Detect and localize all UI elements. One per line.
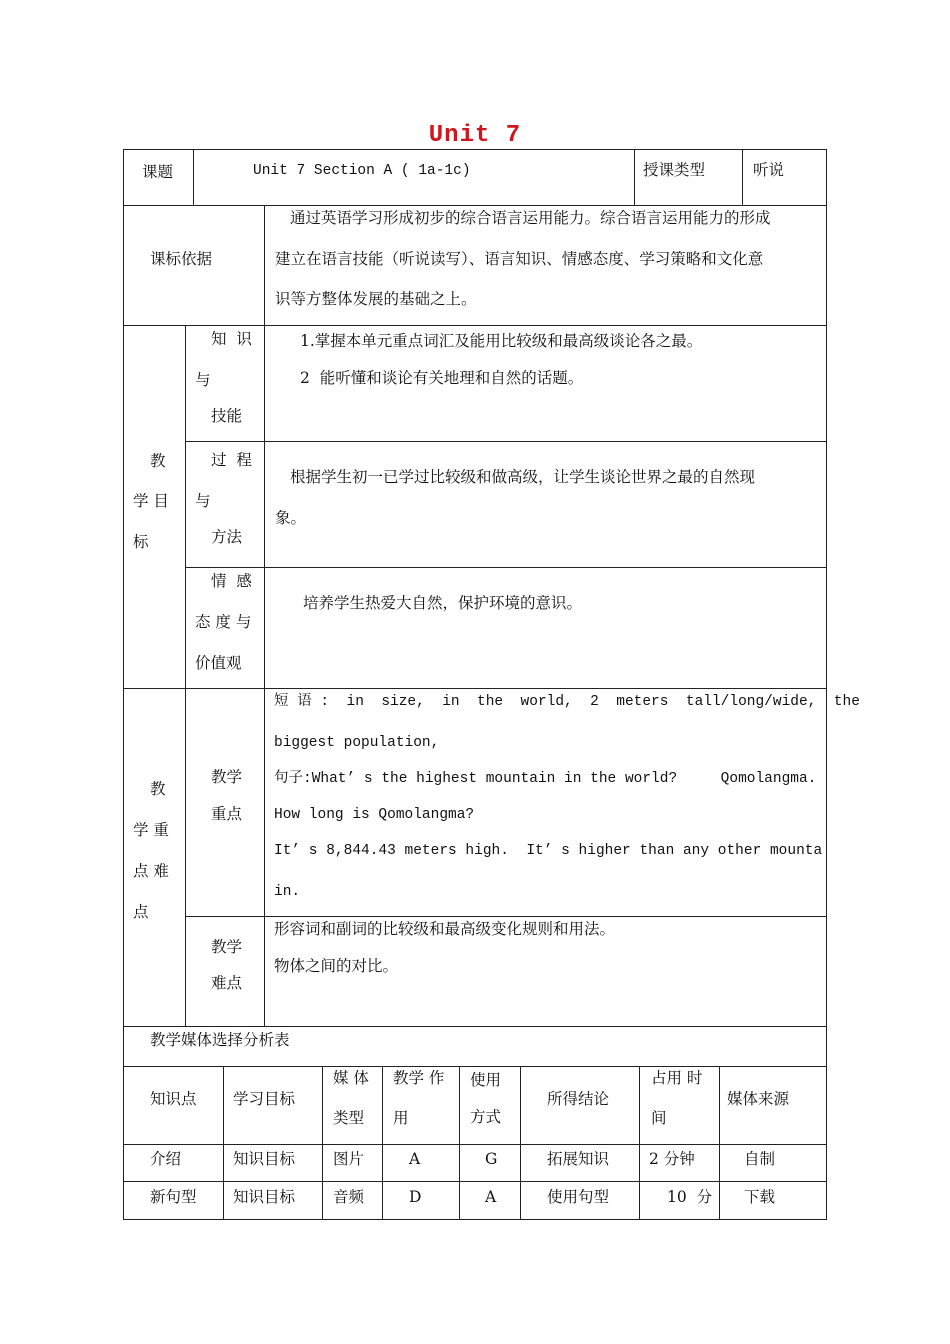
media-cell: D bbox=[409, 1188, 422, 1206]
keypoints-label: 学 重 bbox=[133, 821, 169, 839]
rule bbox=[185, 325, 186, 1027]
lesson-type-value: 听说 bbox=[753, 161, 785, 179]
media-cell: 下载 bbox=[744, 1188, 776, 1206]
knowledge-line: 1.掌握本单元重点词汇及能用比较级和最高级谈论各之最。 bbox=[300, 332, 703, 350]
rule bbox=[123, 688, 827, 689]
media-cell: A bbox=[409, 1150, 421, 1168]
media-header-cell: 知识点 bbox=[150, 1090, 197, 1108]
difficulty-label: 教学 bbox=[211, 938, 243, 956]
rule bbox=[123, 1219, 827, 1220]
media-header-cell: 使用 bbox=[470, 1071, 502, 1089]
media-header-cell: 间 bbox=[651, 1109, 667, 1127]
rule bbox=[322, 1066, 323, 1220]
knowledge-line: 2 能听懂和谈论有关地理和自然的话题。 bbox=[300, 369, 584, 387]
basis-label: 课标依据 bbox=[150, 250, 213, 268]
emotion-label: 价值观 bbox=[195, 654, 242, 672]
media-header-cell: 占用 时 bbox=[651, 1069, 703, 1087]
focus-label: 重点 bbox=[211, 805, 243, 823]
rule bbox=[459, 1066, 460, 1220]
media-cell: 拓展知识 bbox=[547, 1150, 610, 1168]
lesson-plan-table bbox=[123, 149, 860, 1220]
focus-line: How long is Qomolangma? bbox=[274, 807, 475, 823]
lesson-type-label: 授课类型 bbox=[643, 161, 706, 179]
process-label: 与 bbox=[195, 492, 211, 510]
difficulty-line: 物体之间的对比。 bbox=[274, 957, 399, 975]
media-cell: 音频 bbox=[333, 1188, 365, 1206]
rule bbox=[123, 149, 827, 150]
media-cell: 知识目标 bbox=[233, 1150, 296, 1168]
rule bbox=[123, 1181, 827, 1182]
knowledge-label: 与 bbox=[195, 371, 211, 389]
rule bbox=[185, 567, 827, 568]
media-cell: 2 分钟 bbox=[649, 1150, 695, 1168]
focus-label: 教学 bbox=[211, 768, 243, 786]
knowledge-label: 知 识 bbox=[211, 330, 252, 348]
process-line: 根据学生初一已学过比较级和做高级，让学生谈论世界之最的自然现 bbox=[290, 468, 756, 486]
document-title: Unit 7 bbox=[428, 122, 522, 149]
keypoints-label: 教 bbox=[150, 780, 166, 798]
media-cell: A bbox=[485, 1188, 497, 1206]
keypoints-label: 点 bbox=[133, 903, 149, 921]
media-table-title: 教学媒体选择分析表 bbox=[150, 1031, 290, 1049]
rule bbox=[123, 1066, 827, 1067]
rule bbox=[742, 149, 743, 205]
goals-label: 标 bbox=[133, 533, 149, 551]
rule bbox=[639, 1066, 640, 1220]
goals-label: 学 目 bbox=[133, 492, 169, 510]
media-cell: 10 分 bbox=[667, 1188, 713, 1206]
emotion-label: 态 度 与 bbox=[195, 613, 252, 631]
media-header-cell: 方式 bbox=[470, 1108, 502, 1126]
emotion-line: 培养学生热爱大自然，保护环境的意识。 bbox=[303, 594, 583, 612]
rule bbox=[520, 1066, 521, 1220]
media-cell: 图片 bbox=[333, 1150, 365, 1168]
rule bbox=[634, 149, 635, 205]
rule bbox=[264, 325, 265, 1027]
process-line: 象。 bbox=[275, 509, 307, 527]
rule bbox=[123, 325, 827, 326]
basis-line: 识等方整体发展的基础之上。 bbox=[275, 290, 477, 308]
rule bbox=[185, 916, 827, 917]
media-header-cell: 教学 作 bbox=[393, 1069, 445, 1087]
focus-line: 句子:What’ s the highest mountain in the world? Qomolangma. bbox=[274, 771, 817, 787]
rule bbox=[719, 1066, 720, 1220]
emotion-label: 情 感 bbox=[211, 572, 252, 590]
media-cell: 新句型 bbox=[150, 1188, 197, 1206]
rule bbox=[123, 1144, 827, 1145]
rule bbox=[193, 149, 194, 205]
media-header-cell: 所得结论 bbox=[547, 1090, 610, 1108]
rule bbox=[382, 1066, 383, 1220]
goals-label: 教 bbox=[150, 452, 166, 470]
difficulty-label: 难点 bbox=[211, 974, 243, 992]
rule bbox=[264, 205, 265, 326]
focus-line: It’ s 8,844.43 meters high. It’ s higher than any other mounta bbox=[274, 843, 823, 859]
media-header-cell: 用 bbox=[393, 1109, 409, 1127]
media-header-cell: 媒 体 bbox=[333, 1069, 369, 1087]
media-header-cell: 类型 bbox=[333, 1109, 365, 1127]
media-cell: 介绍 bbox=[150, 1150, 182, 1168]
process-label: 过 程 bbox=[211, 451, 252, 469]
topic-value: Unit 7 Section A ( 1a-1c) bbox=[253, 163, 471, 179]
media-cell: 自制 bbox=[744, 1150, 776, 1168]
focus-line: in. bbox=[274, 884, 301, 900]
basis-line: 通过英语学习形成初步的综合语言运用能力。综合语言运用能力的形成 bbox=[290, 209, 771, 227]
media-cell: 知识目标 bbox=[233, 1188, 296, 1206]
rule bbox=[123, 149, 124, 1220]
media-cell: G bbox=[485, 1150, 498, 1168]
rule bbox=[185, 441, 827, 442]
focus-line: 短 语 : in size, in the world, 2 meters tall/long/wide, the bbox=[274, 694, 860, 710]
knowledge-label: 技能 bbox=[211, 407, 243, 425]
focus-line: biggest population, bbox=[274, 735, 440, 751]
rule bbox=[826, 149, 827, 1220]
media-cell: 使用句型 bbox=[547, 1188, 610, 1206]
rule bbox=[223, 1066, 224, 1220]
basis-line: 建立在语言技能（听说读写）、语言知识、情感态度、学习策略和文化意 bbox=[275, 250, 764, 268]
media-header-cell: 学习目标 bbox=[233, 1090, 296, 1108]
difficulty-line: 形容词和副词的比较级和最高级变化规则和用法。 bbox=[274, 920, 616, 938]
media-header-cell: 媒体来源 bbox=[727, 1090, 790, 1108]
rule bbox=[123, 205, 827, 206]
topic-label: 课题 bbox=[142, 163, 174, 181]
rule bbox=[123, 1026, 827, 1027]
process-label: 方法 bbox=[211, 528, 243, 546]
keypoints-label: 点 难 bbox=[133, 862, 169, 880]
